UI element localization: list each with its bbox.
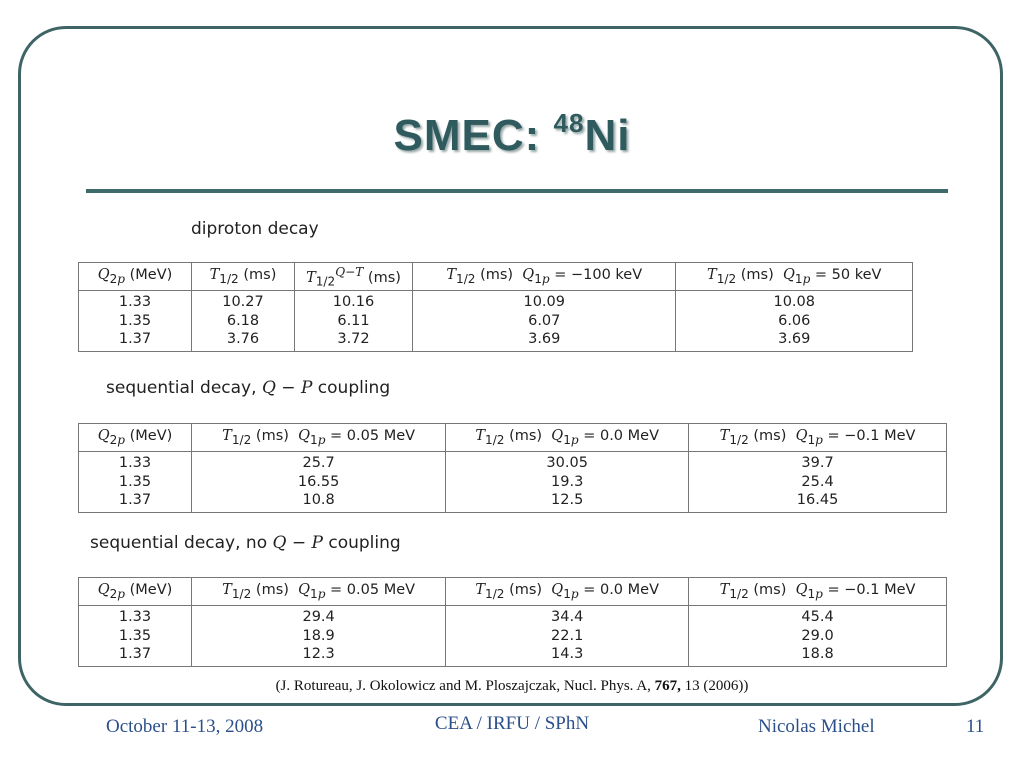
table-cell: 25.7 [192, 452, 446, 473]
table-cell: 30.05 [446, 452, 689, 473]
table-header-cell: $T_{1/2}$ (ms) $Q_{1p} = -100$ keV [413, 263, 676, 291]
table-header-cell: $T_{1/2}$ (ms) $Q_{1p} = 50$ keV [676, 263, 913, 291]
table-cell: 6.06 [676, 312, 913, 331]
table-seq-coupling [78, 423, 947, 513]
table-cell: 10.08 [676, 291, 913, 312]
table-cell: 29.4 [192, 606, 446, 627]
table-cell: 3.69 [413, 330, 676, 351]
table-row [79, 312, 913, 331]
section-label-seq-no-coupling: sequential decay, no Q − P coupling [90, 533, 401, 553]
table-header-cell: $T_{1/2}$ (ms) $Q_{1p} = 0.0$ MeV [446, 578, 689, 606]
table-cell: 10.27 [192, 291, 295, 312]
title-main: SMEC: [393, 111, 554, 160]
table-cell: 1.33 [79, 452, 192, 473]
table-cell: 16.45 [689, 491, 947, 512]
table-cell: 1.35 [79, 312, 192, 331]
section-label-seq-coupling: sequential decay, Q − P coupling [106, 378, 391, 398]
table-cell: 10.09 [413, 291, 676, 312]
table-header-cell: $T_{1/2}$ (ms) [192, 263, 295, 291]
table-row [79, 473, 947, 492]
table-diproton [78, 262, 913, 352]
table-cell: 1.35 [79, 473, 192, 492]
table-row [79, 645, 947, 666]
table-cell: 1.37 [79, 491, 192, 512]
table-cell: 19.3 [446, 473, 689, 492]
table-cell: 16.55 [192, 473, 446, 492]
table-cell: 34.4 [446, 606, 689, 627]
footer-date: October 11-13, 2008 [106, 716, 264, 737]
table-cell: 29.0 [689, 627, 947, 646]
table-cell: 3.76 [192, 330, 295, 351]
table-cell: 1.37 [79, 645, 192, 666]
table-cell: 22.1 [446, 627, 689, 646]
table-cell: 6.11 [295, 312, 413, 331]
table-row [79, 627, 947, 646]
table-cell: 12.3 [192, 645, 446, 666]
footer-organization: CEA / IRFU / SPhN [434, 713, 590, 734]
title-mass-number: 48 [553, 108, 585, 138]
table-header-cell: $T_{1/2}$ (ms) $Q_{1p} = -0.1$ MeV [689, 424, 947, 452]
table-cell: 1.33 [79, 291, 192, 312]
citation-suffix: 13 (2006)) [680, 678, 749, 694]
table-row [79, 491, 947, 512]
table-header-cell: $Q_{2p}$ (MeV) [79, 424, 192, 452]
table-header-cell: $T_{1/2}$ (ms) $Q_{1p} = -0.1$ MeV [689, 578, 947, 606]
table-cell: 10.8 [192, 491, 446, 512]
section-label-diproton: diproton decay [191, 219, 319, 239]
table-cell: 1.37 [79, 330, 192, 351]
table-row [79, 452, 947, 473]
table-cell: 12.5 [446, 491, 689, 512]
table-header-cell: $T_{1/2}$ (ms) $Q_{1p} = 0.05$ MeV [192, 578, 446, 606]
table-cell: 39.7 [689, 452, 947, 473]
table-header-cell: $Q_{2p}$ (MeV) [79, 578, 192, 606]
table-row [79, 291, 913, 312]
table-cell: 1.35 [79, 627, 192, 646]
table-row [79, 330, 913, 351]
table-cell: 25.4 [689, 473, 947, 492]
table-cell: 45.4 [689, 606, 947, 627]
table-seq-no-coupling [78, 577, 947, 667]
table-row [79, 606, 947, 627]
table-cell: 18.8 [689, 645, 947, 666]
table-cell: 1.33 [79, 606, 192, 627]
footer-author: Nicolas Michel [758, 716, 875, 737]
footer-page-number: 11 [966, 716, 985, 737]
title-divider [86, 189, 948, 193]
citation-prefix: (J. Rotureau, J. Okolowicz and M. Ploszajczak, Nucl. Phys. A, [275, 678, 655, 694]
table-header-cell: $T_{1/2}$ (ms) $Q_{1p} = 0.0$ MeV [446, 424, 689, 452]
citation [0, 678, 1024, 695]
table-header-cell: $T_{1/2}$ (ms) $Q_{1p} = 0.05$ MeV [192, 424, 446, 452]
title-element: Ni [584, 111, 631, 160]
citation-volume: 767, [654, 678, 681, 694]
table-header-cell: $Q_{2p}$ (MeV) [79, 263, 192, 291]
table-cell: 10.16 [295, 291, 413, 312]
slide-title [0, 108, 1024, 161]
table-cell: 3.72 [295, 330, 413, 351]
table-cell: 6.07 [413, 312, 676, 331]
table-cell: 3.69 [676, 330, 913, 351]
table-header-cell: $T_{1/2}^{Q-T}$ (ms) [295, 263, 413, 291]
table-cell: 18.9 [192, 627, 446, 646]
table-cell: 6.18 [192, 312, 295, 331]
table-cell: 14.3 [446, 645, 689, 666]
